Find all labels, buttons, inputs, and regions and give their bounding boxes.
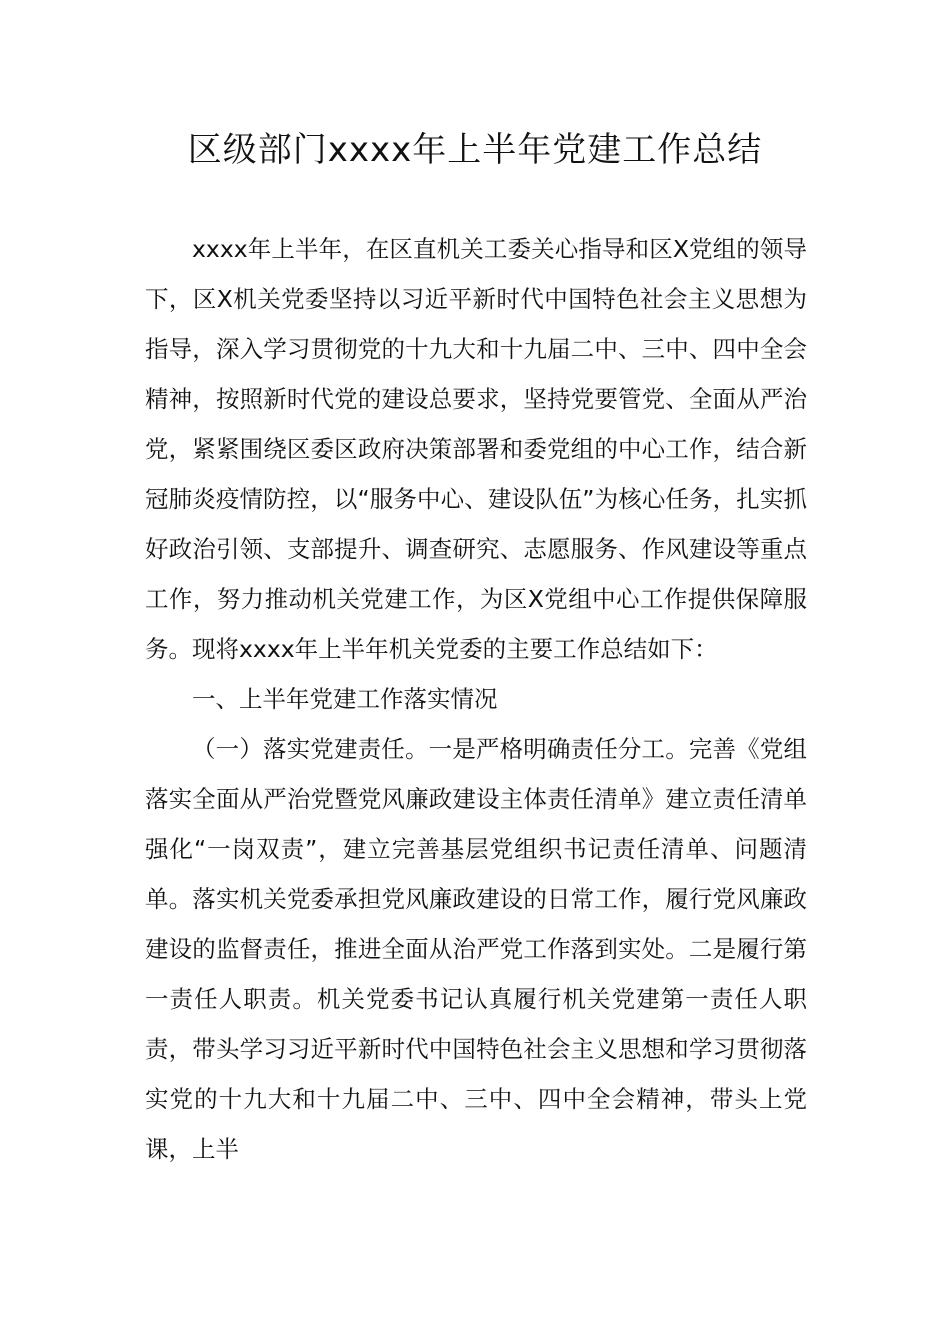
intro-paragraph: xxxx年上半年，在区直机关工委关心指导和区X党组的领导下，区X机关党委坚持以习近平新时代中国特色社会主义思想为指导，深入学习贯彻党的十九大和十九届二中、三中、四中全会精神，按照新时代党的建设总要求，坚持党要管党、全面从严治党，紧紧围绕区委区政府决策部署和委党组的中心工作，结合新冠肺炎疫情防控，以“服务中心、建设队伍”为核心任务，扎实抓好政治引领、支部提升、调查研究、志愿服务、作风建设等重点工作，努力推动机关党建工作，为区X党组中心工作提供保障服务。现将xxxx年上半年机关党委的主要工作总结如下： bbox=[145, 235, 807, 663]
section-paragraph: （一）落实党建责任。一是严格明确责任分工。完善《党组落实全面从严治党暨党风廉政建设主体责任清单》建立责任清单强化“一岗双责”，建立完善基层党组织书记责任清单、问题清单。落实机关党委承担党风廉政建设的日常工作，履行党风廉政建设的监督责任，推进全面从治严党工作落到实处。二是履行第一责任人职责。机关党委书记认真履行机关党建第一责任人职责，带头学习习近平新时代中国特色社会主义思想和学习贯彻落实党的十九大和十九届二中、三中、四中全会精神，带头上党课，上半 bbox=[145, 735, 807, 1163]
section-heading: 一、上半年党建工作落实情况 bbox=[192, 685, 498, 713]
document-body bbox=[145, 224, 807, 1174]
document-title: 区级部门xxxx年上半年党建工作总结 bbox=[187, 130, 763, 170]
